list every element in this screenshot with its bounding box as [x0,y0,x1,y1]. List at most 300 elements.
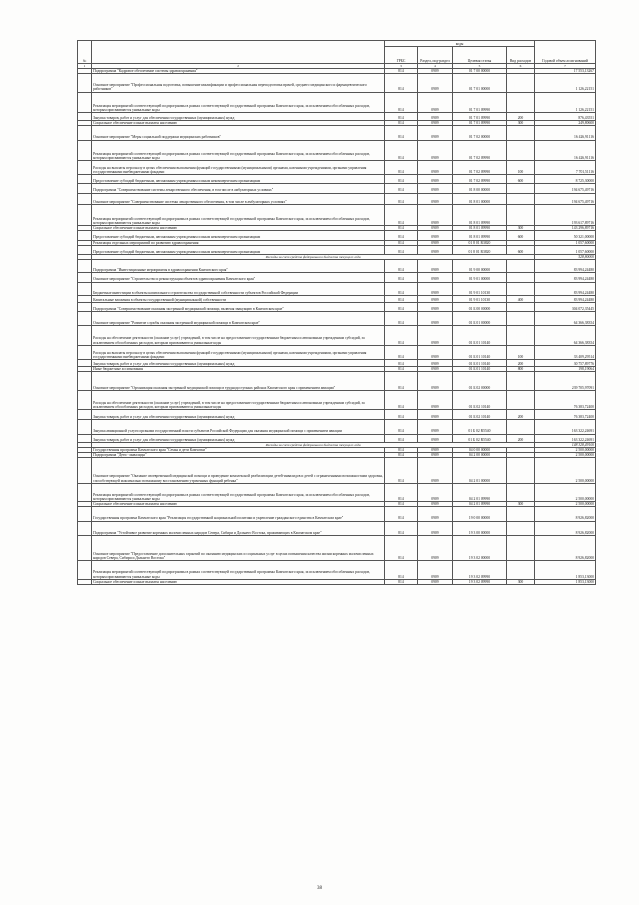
cell-expense-type [506,507,534,521]
cell-grbs: 814 [385,458,418,484]
cell-target: 01 7 02 09990 [453,140,507,160]
cell-amount: 16 426,91116 [535,126,596,140]
cell-grbs: 814 [385,69,418,74]
cell-expense-type [506,420,534,434]
table-row [78,410,596,420]
cell-target: 01 Б 01 00000 [453,312,507,326]
cell-section: 0909 [417,204,452,225]
cell-amount: 33 409,29514 [535,345,596,359]
cell-no [78,231,92,240]
cell-grbs: 814 [385,561,418,579]
cell-grbs: 814 [385,521,418,535]
cell-grbs: 814 [385,372,418,390]
cell-name: Подпрограмма "Устойчивое развитие коренных малочисленных народов Севера, Сибири и Дальнего Востока, проживающих в Камчатском крае" [92,521,385,535]
cell-expense-type: 400 [506,295,534,302]
page-number: 38 [317,886,322,891]
cell-expense-type [506,326,534,345]
cell-amount: 163 322,24691 [535,420,596,434]
cell-name: Подпрограмма "Дети - инвалиды" [92,453,385,458]
table-row [78,360,596,367]
cell-grbs: 814 [385,140,418,160]
table-row [78,326,596,345]
cell-amount: 1 057,60000 [535,245,596,254]
cell-expense-type [506,184,534,193]
cell-grbs: 814 [385,240,418,245]
cell-amount: 148 328,49100 [535,442,596,447]
cell-federal-note: Расходы за счет средств федерального бюджета текущего года [92,254,535,259]
cell-section: 0909 [417,360,452,367]
cell-expense-type: 300 [506,579,534,584]
table-row [78,434,596,442]
cell-no [78,521,92,535]
cell-section: 0909 [417,240,452,245]
cell-no [78,458,92,484]
cell-amount: 8 926,82000 [535,507,596,521]
cell-section: 0909 [417,420,452,434]
cell-amount: 8 725,30000 [535,175,596,184]
cell-no [78,112,92,120]
header-codes: коды [385,41,535,47]
cell-target: 04 2 01 09990 [453,502,507,507]
cell-grbs: 814 [385,302,418,311]
cell-name: Подпрограмма "Совершенствование системы лекарственного обеспечения, в том числе в амбулаторных условиях" [92,184,385,193]
cell-grbs: 814 [385,312,418,326]
table-row [78,112,596,120]
table-row [78,231,596,240]
cell-no [78,507,92,521]
cell-expense-type: 600 [506,175,534,184]
cell-target: 01 7 02 09990 [453,160,507,174]
table-row [78,507,596,521]
table-row [78,126,596,140]
cell-target: 01 8 01 09990 [453,204,507,225]
cell-target: 01 Б 01 10140 [453,345,507,359]
cell-amount: 2 500,00000 [535,483,596,501]
cell-expense-type: 200 [506,112,534,120]
cell-name: Подпрограмма "Совершенствование оказания экстренной медицинской помощи, включая эвакуацию в Камчатском крае" [92,302,385,311]
cell-amount: 30 757,89776 [535,360,596,367]
cell-amount: 17 553,13267 [535,69,596,74]
cell-expense-type [506,126,534,140]
cell-no [78,204,92,225]
cell-section: 0909 [417,372,452,390]
budget-table [77,40,596,585]
cell-name: Основное мероприятие "Оказание своевременной медицинской помощи и проведение комплексной реабилитации детей-инвалидов и детей с ограниченными возможностями здоровья, способствующей максимально возможному восстановлению утраченных функций ребенка" [92,458,385,484]
cell-expense-type: 300 [506,502,534,507]
table-row [78,521,596,535]
cell-expense-type: 300 [506,226,534,231]
header-section: Раздел, под-раздел [417,47,452,64]
cell-section: 0909 [417,507,452,521]
cell-expense-type [506,273,534,282]
cell-no [78,245,92,254]
cell-name: Реализация мероприятий соответствующей подпрограммы в рамках соответствующей государственной программы Камчатского края, за исключением обособленных расходов, которым присваиваются уникальные коды [92,561,385,579]
cell-section: 0909 [417,226,452,231]
cell-no [78,74,92,92]
cell-expense-type [506,312,534,326]
cell-name: Иные бюджетные ассигнования [92,367,385,372]
table-row [78,345,596,359]
cell-grbs: 814 [385,295,418,302]
table-row [78,140,596,160]
cell-target: 01 Б 02 00000 [453,372,507,390]
cell-target: 04 2 01 00000 [453,458,507,484]
cell-amount: 2 500,00000 [535,447,596,452]
cell-amount: 249,80600 [535,121,596,126]
cell-amount: 1 853,13000 [535,561,596,579]
cell-grbs: 814 [385,245,418,254]
cell-section: 0909 [417,302,452,311]
cell-name: Основное мероприятие "Развитие службы оказания экстренной медицинской помощи в Камчатском крае" [92,312,385,326]
table-row [78,193,596,204]
cell-section: 0909 [417,231,452,240]
cell-no [78,175,92,184]
cell-section: 0909 [417,112,452,120]
cell-target: 04 2 00 00000 [453,453,507,458]
cell-expense-type: 200 [506,434,534,442]
cell-grbs: 814 [385,453,418,458]
cell-grbs: 814 [385,360,418,367]
cell-section: 0909 [417,245,452,254]
cell-amount: 163 322,24691 [535,434,596,442]
cell-section: 0909 [417,175,452,184]
cell-name: Основное мероприятие "Предоставление дополнительных гарантий по оказанию медицинских и социальных услуг в целях повышения качества жизни коренных малочисленных народов Севера, Сибири и Дальнего Востока" [92,535,385,561]
cell-expense-type [506,140,534,160]
table-row [78,204,596,225]
cell-grbs: 814 [385,345,418,359]
cell-amount: 16 426,91116 [535,140,596,160]
cell-amount: 7 701,51116 [535,160,596,174]
cell-name: Государственная программа Камчатского края "Реализация государственной национальной политики и укрепление гражданского единства в Камчатском крае" [92,507,385,521]
cell-name: Реализация мероприятий соответствующей подпрограммы в рамках соответствующей государственной программы Камчатского края, за исключением обособленных расходов, которым присваиваются уникальные коды [92,204,385,225]
cell-amount: 64 366,38354 [535,312,596,326]
cell-grbs: 814 [385,226,418,231]
cell-grbs: 814 [385,483,418,501]
cell-amount: 8 926,82000 [535,521,596,535]
cell-name: Предоставление субсидий бюджетным, автономным учреждениям и иным некоммерческим организациям [92,245,385,254]
cell-grbs: 814 [385,121,418,126]
cell-name: Реализация мероприятий соответствующей подпрограммы в рамках соответствующей государственной программы Камчатского края, за исключением обособленных расходов, которым присваиваются уникальные коды [92,483,385,501]
cell-name: Реализация отдельных мероприятий по развитию здравоохранения [92,240,385,245]
col-number: 4 [417,64,452,69]
table-row [78,458,596,484]
cell-target: 01 7 01 00000 [453,74,507,92]
cell-expense-type [506,302,534,311]
cell-target: 19 3 02 09990 [453,561,507,579]
cell-section: 0909 [417,126,452,140]
table-row [78,273,596,282]
cell-section: 0909 [417,367,452,372]
cell-no [78,282,92,295]
cell-target: 01 7 02 09990 [453,175,507,184]
cell-target: 04 2 01 09990 [453,483,507,501]
cell-amount: 193 617,89716 [535,204,596,225]
table-header [78,41,596,69]
cell-section: 0909 [417,579,452,584]
cell-grbs: 814 [385,126,418,140]
cell-name: Закупка товаров, работ и услуг для обеспечения государственных (муниципальных) нужд [92,434,385,442]
cell-target: 01 8 01 R3820 [453,240,507,245]
cell-target: 04 0 00 00000 [453,447,507,452]
cell-name: Закупка товаров, работ и услуг для обеспечения государственных (муниципальных) нужд [92,112,385,120]
cell-target: 19 3 02 00000 [453,535,507,561]
cell-section: 0909 [417,193,452,204]
cell-expense-type [506,74,534,92]
cell-section: 0909 [417,502,452,507]
table-row [78,184,596,193]
cell-grbs: 814 [385,184,418,193]
cell-amount: 83 994,24480 [535,273,596,282]
cell-target: 01 Б 01 10140 [453,326,507,345]
cell-expense-type [506,390,534,409]
cell-expense-type: 200 [506,360,534,367]
cell-no [78,434,92,442]
cell-target: 01 7 01 09990 [453,92,507,112]
cell-amount: 64 366,38354 [535,326,596,345]
cell-expense-type: 100 [506,160,534,174]
cell-section: 0909 [417,74,452,92]
cell-name: Реализация мероприятий соответствующей подпрограммы в рамках соответствующей государственной программы Камчатского края, за исключением обособленных расходов, которым присваиваются уникальные коды [92,92,385,112]
cell-section: 0909 [417,140,452,160]
cell-grbs: 814 [385,420,418,434]
col-number: 1 [78,64,92,69]
table-row [78,302,596,311]
cell-no [78,140,92,160]
col-number: 2 [92,64,385,69]
cell-section: 0909 [417,521,452,535]
cell-target: 01 Б 00 00000 [453,302,507,311]
cell-section: 0909 [417,184,452,193]
cell-target: 01 Б 02 10140 [453,390,507,409]
cell-name: Расходы на обеспечение деятельности (оказание услуг) учреждений, в том числе на предоставление государственным бюджетным и автономным учреждениям субсидий, за исключением обособленных расходов, которым присваиваются уникальные коды [92,390,385,409]
cell-name: Социальное обеспечение и иные выплаты населению [92,121,385,126]
cell-section: 0909 [417,69,452,74]
cell-name: Расходы на обеспечение деятельности (оказание услуг) учреждений, в том числе на предоставление государственным бюджетным и автономным учреждениям субсидий, за исключением обособленных расходов, которым присваиваются уникальные коды [92,326,385,345]
cell-section: 0909 [417,390,452,409]
cell-expense-type [506,483,534,501]
cell-amount: 50 321,00000 [535,231,596,240]
cell-section: 0909 [417,273,452,282]
cell-amount: 2 500,00000 [535,453,596,458]
cell-no [78,326,92,345]
cell-name: Закупка авиационной услуги органами государственной власти субъектов Российской Федерации для оказания медицинской помощи с применением авиации [92,420,385,434]
cell-expense-type: 300 [506,121,534,126]
cell-section: 0909 [417,121,452,126]
cell-section: 0909 [417,260,452,273]
cell-target: 01 9 01 10130 [453,282,507,295]
cell-section: 0909 [417,453,452,458]
table-row [78,92,596,112]
cell-target: 01 Б 01 10140 [453,367,507,372]
cell-name: Подпрограмма "Кадровое обеспечение системы здравоохранения" [92,69,385,74]
cell-no [78,126,92,140]
cell-name: Основное мероприятие "Строительство и реконструкция объектов здравоохранения Камчатского края" [92,273,385,282]
cell-target: 01 Б 02 R5540 [453,420,507,434]
table-row [78,535,596,561]
cell-name: Предоставление субсидий бюджетным, автономным учреждениям и иным некоммерческим организациям [92,231,385,240]
cell-expense-type: 100 [506,345,534,359]
cell-target: 01 Б 02 R5540 [453,434,507,442]
table-row [78,579,596,584]
cell-amount: 528,80000 [535,254,596,259]
cell-amount: 1 057,60000 [535,240,596,245]
cell-target: 01 9 01 10130 [453,295,507,302]
table-row [78,295,596,302]
cell-expense-type [506,193,534,204]
cell-section: 0909 [417,160,452,174]
table-row [78,561,596,579]
cell-amount: 876,43551 [535,112,596,120]
cell-name: Предоставление субсидий бюджетным, автономным учреждениям и иным некоммерческим организациям [92,175,385,184]
cell-grbs: 814 [385,507,418,521]
cell-grbs: 814 [385,434,418,442]
cell-section: 0909 [417,561,452,579]
cell-section: 0909 [417,434,452,442]
cell-target: 01 9 01 00000 [453,273,507,282]
cell-no [78,184,92,193]
cell-no [78,390,92,409]
cell-grbs: 814 [385,260,418,273]
cell-no [78,483,92,501]
cell-grbs: 814 [385,175,418,184]
table-row [78,175,596,184]
header-target: Целевая статья [453,47,507,64]
header-name [92,41,385,64]
cell-no [78,561,92,579]
cell-name: Социальное обеспечение и иные выплаты населению [92,502,385,507]
cell-name: Бюджетные инвестиции в объекты капитального строительства государственной собственности субъектов Российской Федерации [92,282,385,295]
cell-expense-type [506,561,534,579]
cell-target: 01 Б 01 10140 [453,360,507,367]
cell-expense-type [506,260,534,273]
cell-target: 01 8 01 00000 [453,193,507,204]
cell-no [78,420,92,434]
cell-grbs: 814 [385,447,418,452]
col-number: 6 [506,64,534,69]
cell-grbs: 814 [385,112,418,120]
cell-target: 01 Б 02 10140 [453,410,507,420]
cell-name: Расходы на выплаты персоналу в целях обеспечения выполнения функций государственными (муниципальными) органами, казенными учреждениями, органами управления государственными внебюджетными фондами [92,160,385,174]
table-row [78,160,596,174]
cell-no [78,302,92,311]
cell-target: 01 7 00 00000 [453,69,507,74]
cell-target: 01 9 00 00000 [453,260,507,273]
cell-name: Реализация мероприятий соответствующей подпрограммы в рамках соответствующей государственной программы Камчатского края, за исключением обособленных расходов, которым присваиваются уникальные коды [92,140,385,160]
cell-amount: 1 126,22151 [535,92,596,112]
cell-no [78,345,92,359]
cell-grbs: 814 [385,92,418,112]
table-row [78,483,596,501]
cell-target: 01 8 00 00000 [453,184,507,193]
cell-amount: 198,19064 [535,367,596,372]
cell-name: Подпрограмма "Инвестиционные мероприятия в здравоохранении Камчатского края" [92,260,385,273]
cell-amount: 2 500,00000 [535,458,596,484]
cell-no [78,193,92,204]
cell-grbs: 814 [385,367,418,372]
cell-no [78,579,92,584]
cell-name: Социальное обеспечение и иные выплаты населению [92,226,385,231]
cell-grbs: 814 [385,282,418,295]
cell-grbs: 814 [385,410,418,420]
cell-grbs: 814 [385,502,418,507]
cell-no [78,273,92,282]
cell-target: 01 7 01 09990 [453,112,507,120]
cell-expense-type [506,458,534,484]
cell-expense-type [506,92,534,112]
cell-expense-type [506,204,534,225]
cell-no [78,295,92,302]
cell-section: 0909 [417,458,452,484]
cell-no [78,160,92,174]
cell-target: 01 7 01 09990 [453,121,507,126]
cell-section: 0909 [417,447,452,452]
cell-target: 01 7 02 00000 [453,126,507,140]
cell-no [78,410,92,420]
table-row [78,282,596,295]
cell-expense-type: 600 [506,245,534,254]
cell-expense-type: 800 [506,367,534,372]
cell-no [78,372,92,390]
cell-no [78,92,92,112]
col-number: 7 [535,64,596,69]
cell-target: 19 3 02 09990 [453,579,507,584]
cell-no [78,260,92,273]
table-row [78,372,596,390]
table-body [78,69,596,585]
cell-amount: 2 500,00000 [535,502,596,507]
cell-expense-type [506,372,534,390]
cell-name: Капитальные вложения в объекты государственной (муниципальной) собственности [92,295,385,302]
cell-grbs: 814 [385,273,418,282]
cell-grbs: 814 [385,535,418,561]
cell-amount: 83 994,24480 [535,295,596,302]
header-amount: Годовой объем ассигнований [535,41,596,64]
cell-amount: 194 675,49716 [535,193,596,204]
table-row [78,312,596,326]
cell-section: 0909 [417,295,452,302]
cell-no [78,312,92,326]
cell-amount: 8 926,82000 [535,535,596,561]
table-row [78,260,596,273]
cell-federal-note: Расходы за счет средств федерального бюджета текущего года [92,442,535,447]
table-row [78,390,596,409]
cell-grbs: 814 [385,326,418,345]
table-row [78,420,596,434]
cell-target: 01 8 01 09990 [453,226,507,231]
cell-amount: 304 072,35445 [535,302,596,311]
cell-name: Основное мероприятие "Меры социальной поддержки медицинских работников" [92,126,385,140]
cell-amount: 83 994,24480 [535,260,596,273]
cell-amount: 143 296,89716 [535,226,596,231]
cell-name: Государственная программа Камчатского края "Семья и дети Камчатки" [92,447,385,452]
cell-no [78,360,92,367]
cell-expense-type: 200 [506,410,534,420]
cell-name: Расходы на выплаты персоналу в целях обеспечения выполнения функций государственными (муниципальными) органами, казенными учреждениями, органами управления государственными внебюджетными фондами [92,345,385,359]
cell-grbs: 814 [385,231,418,240]
cell-target: 01 8 01 R3820 [453,245,507,254]
cell-expense-type: 600 [506,231,534,240]
cell-amount: 76 383,72400 [535,390,596,409]
cell-amount: 1 126,22151 [535,74,596,92]
col-number: 5 [453,64,507,69]
col-number: 3 [385,64,418,69]
header-grbs: ГРБС [385,47,418,64]
cell-name: Закупка товаров, работ и услуг для обеспечения государственных (муниципальных) нужд [92,410,385,420]
cell-amount: 1 853,13000 [535,579,596,584]
cell-name: Основное мероприятие "Профессиональная подготовка, повышение квалификации и профессиональная переподготовка врачей, среднего медицинского и фармацевтического работников" [92,74,385,92]
cell-amount: 239 705,97091 [535,372,596,390]
cell-amount: 194 675,49716 [535,184,596,193]
